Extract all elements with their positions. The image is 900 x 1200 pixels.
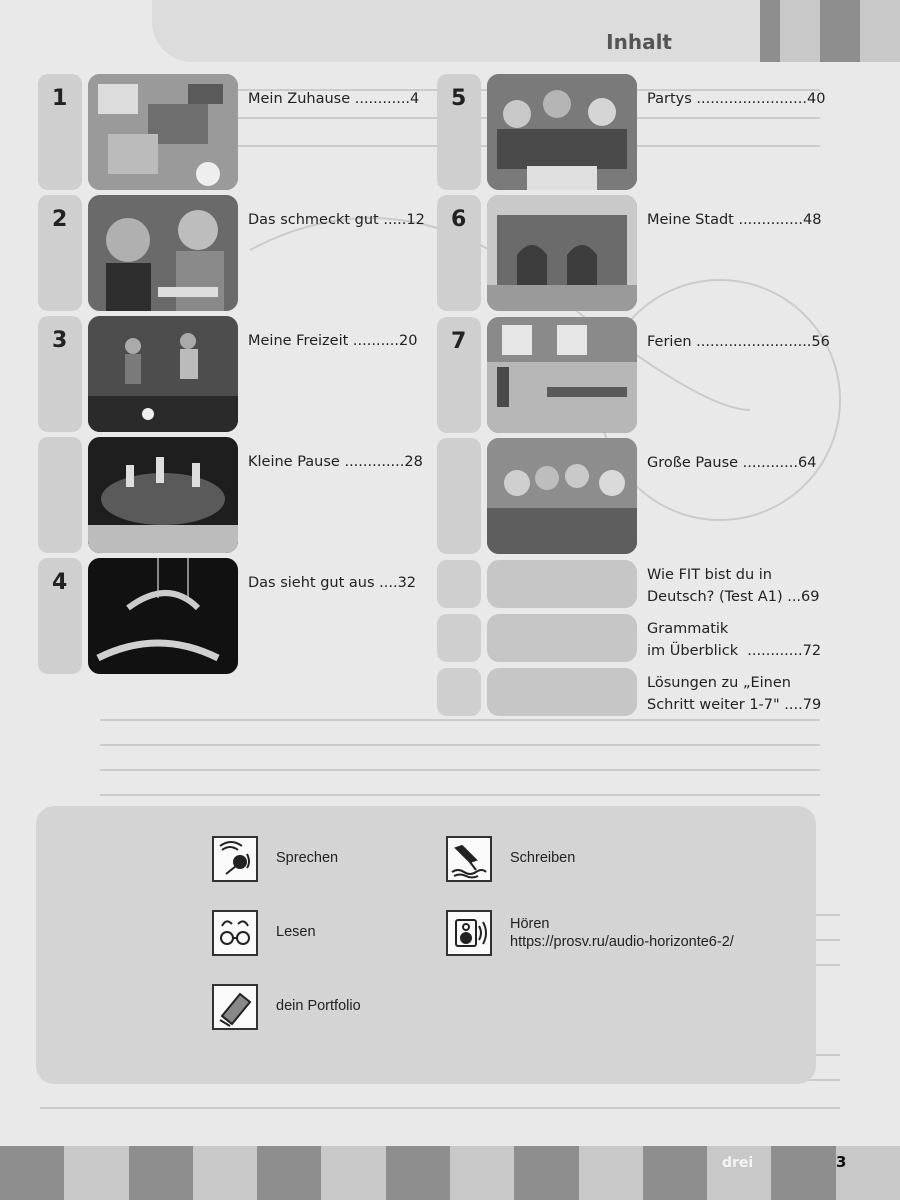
writing-icon: [446, 836, 492, 882]
stripe: [450, 1146, 514, 1200]
chapter-tab: [437, 614, 481, 662]
chapter-thumbnail: [88, 316, 238, 432]
chapter-thumbnail: [487, 74, 637, 190]
writing-label: Schreiben: [510, 850, 576, 866]
header-stripes: [740, 0, 900, 62]
chapter-tab: [38, 195, 82, 311]
chapter-number: 5: [451, 86, 467, 111]
chapter-thumbnail: [487, 614, 637, 662]
chapter-number: 3: [52, 328, 68, 353]
chapter-title: Meine Stadt ..............48: [647, 212, 822, 228]
chapter-title: Mein Zuhause ............4: [248, 91, 420, 107]
page-title: Inhalt: [606, 30, 672, 54]
stripe: [820, 0, 860, 62]
chapter-thumbnail: [88, 74, 238, 190]
chapter-title: Lösungen zu „Einen Schritt weiter 1-7" ....79: [647, 675, 822, 713]
chapter-title: Grammatik im Überblick ............72: [647, 621, 822, 659]
chapter-thumbnail: [88, 437, 238, 553]
chapter-tab: [437, 74, 481, 190]
chapter-thumbnail: [487, 668, 637, 716]
listening-label: Hören: [510, 916, 550, 932]
footer-page-word: drei: [722, 1155, 754, 1171]
reading-label: Lesen: [276, 924, 316, 940]
portfolio-icon: [212, 984, 258, 1030]
stripe: [771, 1146, 835, 1200]
chapter-tab: [38, 74, 82, 190]
chapter-title: Partys ........................40: [647, 91, 826, 107]
chapter-title: Wie FIT bist du in Deutsch? (Test A1) ...69: [647, 567, 820, 605]
chapter-thumbnail: [487, 195, 637, 311]
stripe: [129, 1146, 193, 1200]
stripe: [0, 1146, 64, 1200]
audio-url[interactable]: https://prosv.ru/audio-horizonte6-2/: [510, 934, 734, 950]
chapter-number: 6: [451, 207, 467, 232]
chapter-title: Kleine Pause .............28: [248, 454, 423, 470]
chapter-title: Das schmeckt gut .....12: [248, 212, 425, 228]
stripe: [64, 1146, 128, 1200]
stripe: [386, 1146, 450, 1200]
stripe: [780, 0, 820, 62]
chapter-tab: [437, 560, 481, 608]
chapter-thumbnail: [487, 438, 637, 554]
footer-stripes: [0, 1146, 900, 1200]
chapter-thumbnail: [487, 317, 637, 433]
chapter-thumbnail: [88, 558, 238, 674]
stripe: [514, 1146, 578, 1200]
chapter-thumbnail: [487, 560, 637, 608]
chapter-tab: [437, 438, 481, 554]
stripe: [643, 1146, 707, 1200]
chapter-number: 7: [451, 329, 467, 354]
chapter-tab: [437, 668, 481, 716]
chapter-title: Große Pause ............64: [647, 455, 817, 471]
page-number: 3: [836, 1153, 847, 1171]
chapter-tab: [437, 195, 481, 311]
stripe: [257, 1146, 321, 1200]
chapter-number: 4: [52, 570, 68, 595]
chapter-thumbnail: [88, 195, 238, 311]
portfolio-label: dein Portfolio: [276, 998, 361, 1014]
chapter-title: Ferien .........................56: [647, 334, 830, 350]
stripe: [321, 1146, 385, 1200]
speaking-icon: [212, 836, 258, 882]
chapter-tab: [437, 317, 481, 433]
chapter-tab: [38, 437, 82, 553]
symbol-legend: [36, 806, 816, 1084]
stripe: [193, 1146, 257, 1200]
stripe: [579, 1146, 643, 1200]
listening-icon: [446, 910, 492, 956]
chapter-title: Das sieht gut aus ....32: [248, 575, 417, 591]
chapter-tab: [38, 316, 82, 432]
speaking-label: Sprechen: [276, 850, 339, 866]
stripe: [860, 0, 900, 62]
chapter-number: 2: [52, 207, 68, 232]
chapter-number: 1: [52, 86, 68, 111]
chapter-title: Meine Freizeit ..........20: [248, 333, 418, 349]
reading-icon: [212, 910, 258, 956]
chapter-tab: [38, 558, 82, 674]
